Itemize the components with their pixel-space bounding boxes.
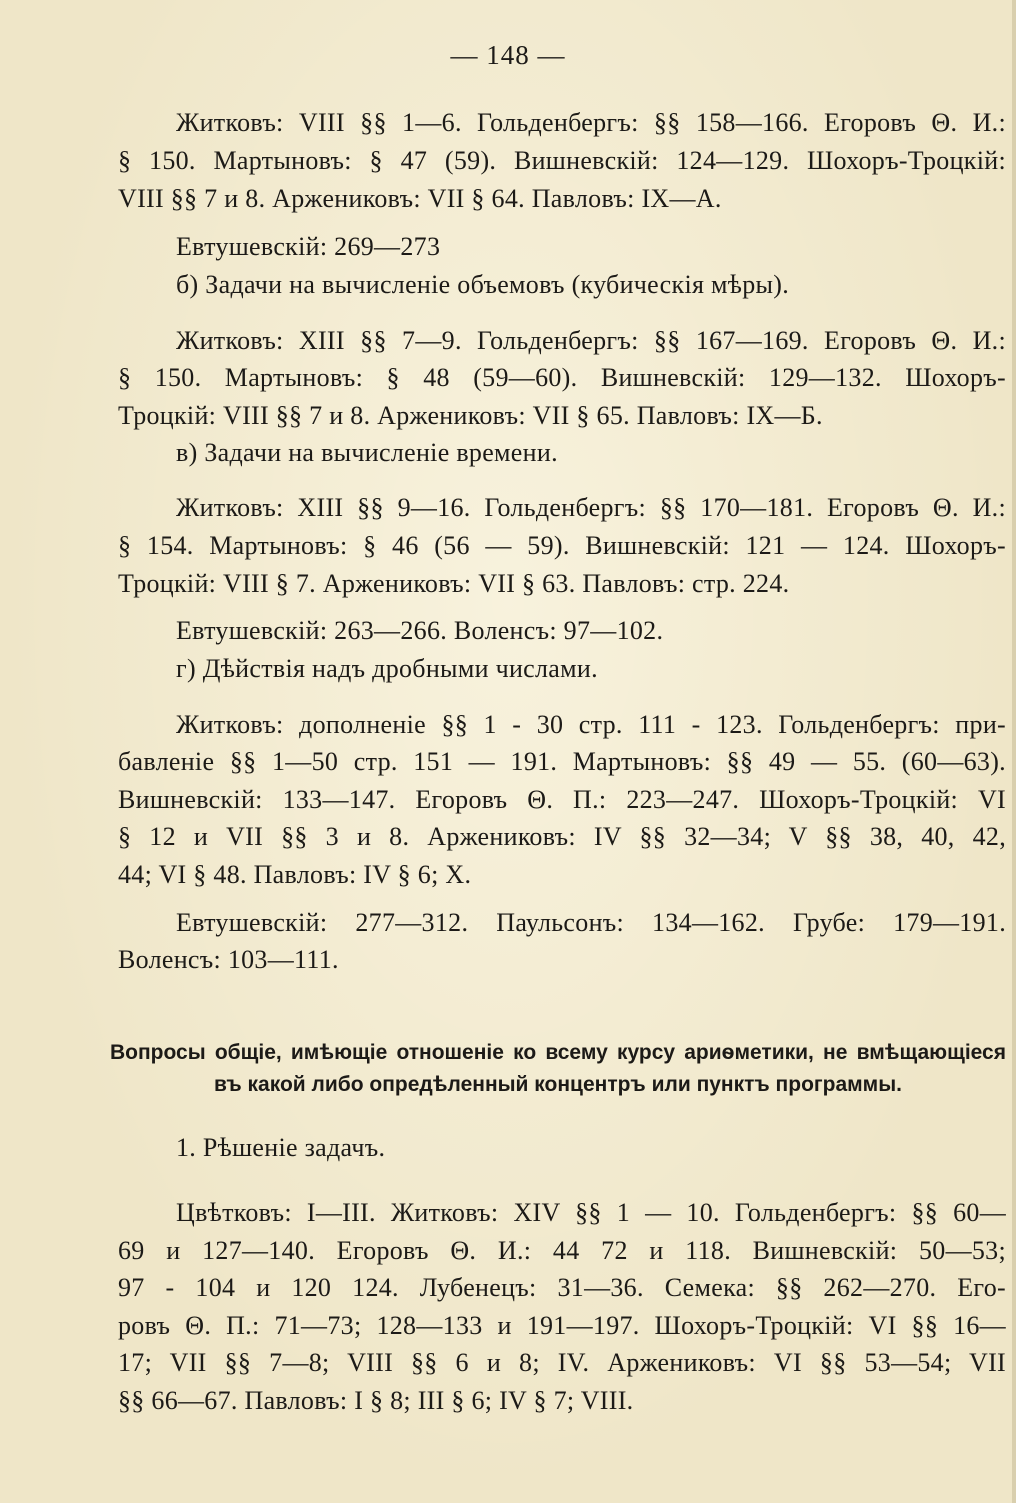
text-line: Житковъ: XIII §§ 9—16. Гольденбергъ: §§ 170—181. Егоровъ Θ. И.: — [176, 493, 1006, 522]
subsection-heading: в) Задачи на вычисленіе времени. — [176, 438, 558, 467]
text-line: 69 и 127—140. Егоровъ Θ. И.: 44 72 и 118. Вишневскій: 50—53; — [118, 1236, 1006, 1265]
subsection-heading: 1. Рѣшеніе задачъ. — [176, 1133, 386, 1162]
text-line: 44; VI § 48. Павловъ: IV § 6; X. — [118, 860, 472, 889]
text-line: 17; VII §§ 7—8; VIII §§ 6 и 8; IV. Аржениковъ: VI §§ 53—54; VII — [118, 1348, 1006, 1377]
subsection-heading: б) Задачи на вычисленіе объемовъ (кубическія мѣры). — [176, 270, 790, 299]
text-line: Троцкій: VIII §§ 7 и 8. Аржениковъ: VII § 65. Павловъ: IX—Б. — [118, 401, 823, 430]
text-line: § 12 и VII §§ 3 и 8. Аржениковъ: IV §§ 32—34; V §§ 38, 40, 42, — [118, 822, 1006, 851]
text-line: Цвѣтковъ: I—III. Житковъ: XIV §§ 1 — 10. Гольденбергъ: §§ 60— — [176, 1198, 1006, 1227]
text-line: § 154. Мартыновъ: § 46 (56 — 59). Вишневскій: 121 — 124. Шохоръ- — [118, 531, 1006, 560]
text-line: § 150. Мартыновъ: § 48 (59—60). Вишневскій: 129—132. Шохоръ- — [118, 363, 1006, 392]
text-line: Евтушевскій: 269—273 — [176, 232, 441, 261]
subsection-heading: г) Дѣйствія надъ дробными числами. — [176, 654, 598, 683]
text-line: Житковъ: дополненіе §§ 1 - 30 стр. 111 - 123. Гольденбергъ: при- — [176, 710, 1006, 739]
text-line: Житковъ: XIII §§ 7—9. Гольденбергъ: §§ 167—169. Егоровъ Θ. И.: — [176, 326, 1006, 355]
page-edge — [1012, 0, 1016, 1503]
text-line: VIII §§ 7 и 8. Аржениковъ: VII § 64. Павловъ: IX—А. — [118, 184, 722, 213]
text-line: бавленіе §§ 1—50 стр. 151 — 191. Мартыновъ: §§ 49 — 55. (60—63). — [118, 747, 1006, 776]
text-line: Троцкій: VIII § 7. Аржениковъ: VII § 63. Павловъ: стр. 224. — [118, 569, 790, 598]
section-heading: Вопросы общіе, имѣющіе отношеніе ко всему курсу ариѳметики, не вмѣщающіеся — [110, 1041, 1006, 1064]
text-line: § 150. Мартыновъ: § 47 (59). Вишневскій: 124—129. Шохоръ-Троцкій: — [118, 146, 1006, 175]
text-line: Евтушевскій: 277—312. Паульсонъ: 134—162. Грубе: 179—191. — [176, 908, 1006, 937]
text-line: 97 - 104 и 120 124. Лубенецъ: 31—36. Семека: §§ 262—270. Его- — [118, 1273, 1006, 1302]
page-number: — 148 — — [450, 40, 566, 70]
text-line: Воленсъ: 103—111. — [118, 945, 339, 974]
text-line: Вишневскій: 133—147. Егоровъ Θ. П.: 223—247. Шохоръ-Троцкій: VI — [118, 785, 1006, 814]
text-line: Житковъ: VIII §§ 1—6. Гольденбергъ: §§ 158—166. Егоровъ Θ. И.: — [176, 108, 1006, 137]
text-line: Евтушевскій: 263—266. Воленсъ: 97—102. — [176, 616, 664, 645]
section-heading: въ какой либо опредѣленный концентръ или пунктъ программы. — [214, 1073, 902, 1096]
text-line: §§ 66—67. Павловъ: I § 8; III § 6; IV § 7; VIII. — [118, 1386, 634, 1415]
text-line: ровъ Θ. П.: 71—73; 128—133 и 191—197. Шохоръ-Троцкій: VI §§ 16— — [118, 1311, 1006, 1340]
